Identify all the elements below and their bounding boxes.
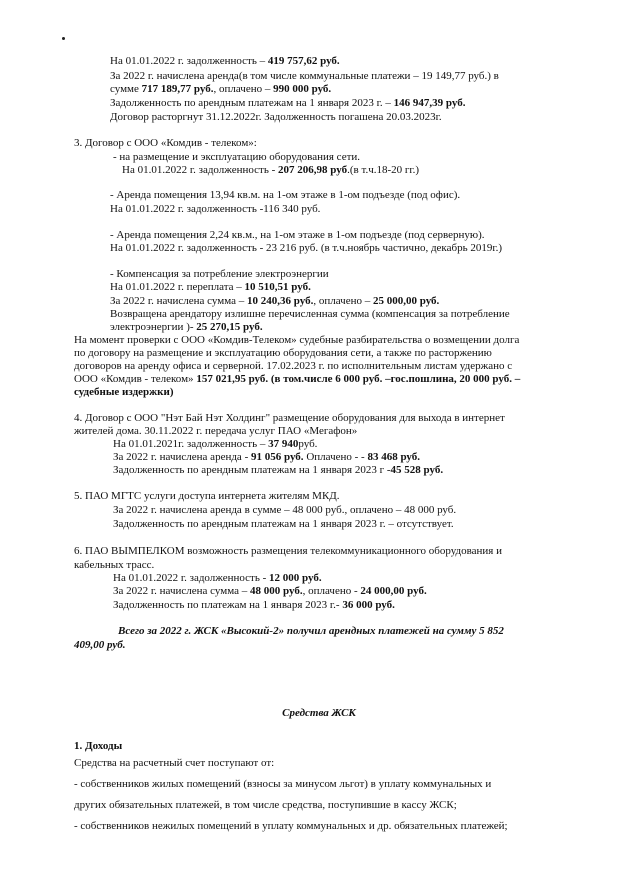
text-line: На 01.01.2022 г. задолженность - 23 216 руб. (в т.ч.ноябрь частично, декабрь 2019г.) <box>110 242 503 254</box>
section-heading: жителей дома. 30.11.2022 г. передача услуг ПАО «Мегафон» <box>74 425 358 437</box>
text-line: За 2022 г. начислена сумма – 48 000 руб., оплачено - 24 000,00 руб. <box>113 585 427 597</box>
text-line: На 01.01.2022 г. задолженность - 207 206,98 руб.(в т.ч.18-20 гг.) <box>122 164 420 176</box>
text-line: За 2022 г. начислена аренда - 91 056 руб. Оплачено - - 83 468 руб. <box>113 451 421 463</box>
text-line: Средства на расчетный счет поступают от: <box>74 757 275 769</box>
text-line: Задолженность по арендным платежам на 1 января 2023 г -45 528 руб. <box>113 464 444 476</box>
text-line: На 01.01.2022 г. задолженность – 419 757,62 руб. <box>110 55 340 67</box>
text-line: На 01.01.2022 г. задолженность -116 340 руб. <box>110 203 321 215</box>
text-line: На 01.01.2022 г. задолженность - 12 000 руб. <box>113 572 322 584</box>
text-line: договоров на аренду офиса и серверной. 17.02.2023 г. по исполнительным листам удержано с <box>74 360 513 372</box>
summary-line: 409,00 руб. <box>74 639 126 651</box>
text-line: Задолженность по платежам на 1 января 2023 г.- 36 000 руб. <box>113 599 395 611</box>
text-line: Задолженность по арендным платежам на 1 января 2023 г. – отсутствует. <box>113 518 454 530</box>
text-line: За 2022 г. начислена аренда в сумме – 48 000 руб., оплачено – 48 000 руб. <box>113 504 457 516</box>
scan-speck <box>62 37 65 40</box>
text-line: За 2022 г. начислена аренда(в том числе коммунальные платежи – 19 149,77 руб.) в <box>110 70 499 82</box>
text-line: На момент проверки с ООО «Комдив-Телеком» судебные разбирательства о возмещении долга <box>74 334 520 346</box>
text-line: - Аренда помещения 13,94 кв.м. на 1-ом этаже в 1-ом подъезде (под офис). <box>110 189 461 201</box>
text-line: Задолженность по арендным платежам на 1 января 2023 г. – 146 947,39 руб. <box>110 97 466 109</box>
text-line: - Аренда помещения 2,24 кв.м., на 1-ом этаже в 1-ом подъезде (под серверную). <box>110 229 485 241</box>
text-line: За 2022 г. начислена сумма – 10 240,36 руб., оплачено – 25 000,00 руб. <box>110 295 440 307</box>
page-section-title: Средства ЖСК <box>282 707 356 719</box>
section-heading: 6. ПАО ВЫМПЕЛКОМ возможность размещения телекоммуникационного оборудования и <box>74 545 503 557</box>
text-line: Договор расторгнут 31.12.2022г. Задолженность погашена 20.03.2023г. <box>110 111 442 123</box>
text-line: - собственников жилых помещений (взносы за минусом льгот) в уплату коммунальных и <box>74 778 492 790</box>
text-line: На 01.01.2022 г. переплата – 10 510,51 руб. <box>110 281 311 293</box>
section-heading: кабельных трасс. <box>74 559 155 571</box>
section-heading: 5. ПАО МГТС услуги доступа интернета жителям МКД. <box>74 490 340 502</box>
text-line: сумме 717 189,77 руб., оплачено – 990 000 руб. <box>110 83 332 95</box>
text-line: ООО «Комдив - телеком» 157 021,95 руб. (в том.числе 6 000 руб. –гос.пошлина, 20 000 руб. – <box>74 373 521 385</box>
text-line: других обязательных платежей, в том числе средства, поступившие в кассу ЖСК; <box>74 799 457 811</box>
section-heading: 1. Доходы <box>74 740 123 752</box>
text-line: - на размещение и эксплуатацию оборудования сети. <box>113 151 361 163</box>
text-line: электроэнергии )- 25 270,15 руб. <box>110 321 263 333</box>
section-heading: 4. Договор с ООО "Нэт Бай Нэт Холдинг" размещение оборудования для выхода в интернет <box>74 412 505 424</box>
text-line: Возвращена арендатору излишне перечисленная сумма (компенсация за потребление <box>110 308 510 320</box>
text-line: - Компенсация за потребление электроэнергии <box>110 268 329 280</box>
text-line: судебные издержки) <box>74 386 174 398</box>
text-line: На 01.01.2021г. задолженность – 37 940руб. <box>113 438 318 450</box>
section-heading: 3. Договор с ООО «Комдив - телеком»: <box>74 137 257 149</box>
text-line: - собственников нежилых помещений в уплату коммунальных и др. обязательных платежей; <box>74 820 508 832</box>
text-line: по договору на размещение и эксплуатацию оборудования сети, а также по расторжению <box>74 347 492 359</box>
summary-line: Всего за 2022 г. ЖСК «Высокий-2» получил арендных платежей на сумму 5 852 <box>118 625 504 637</box>
